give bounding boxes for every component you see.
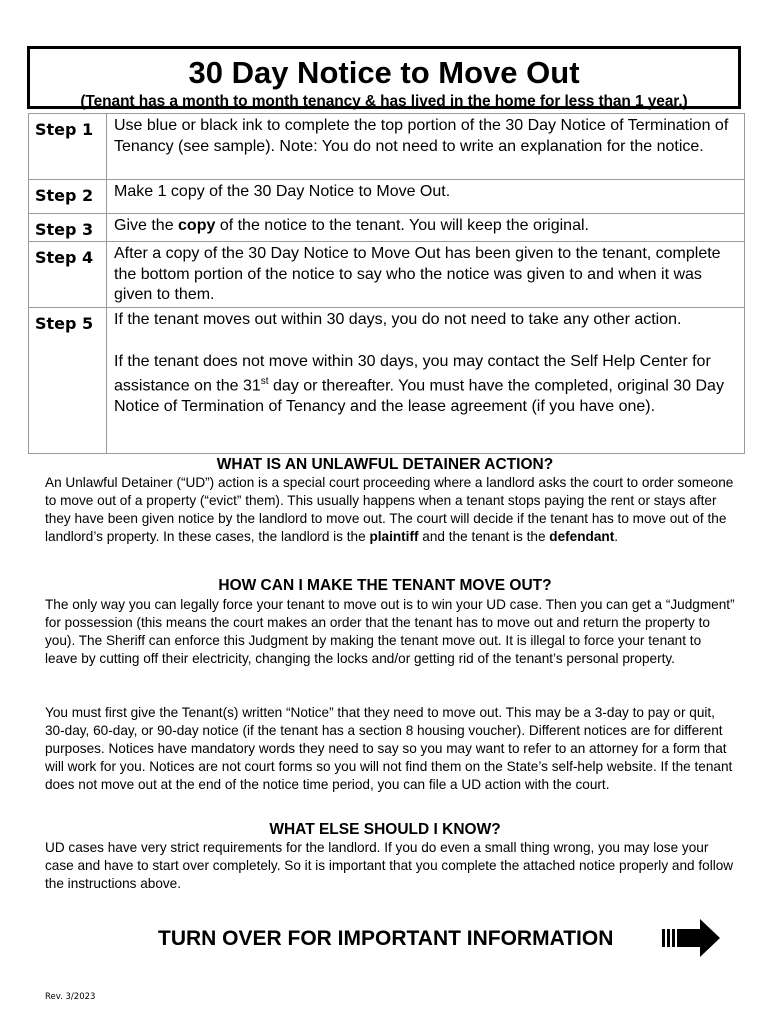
paragraph-text: and the tenant is the — [418, 529, 550, 544]
step-text-part: If the tenant moves out within 30 days, you do not need to take any other action. — [114, 311, 682, 328]
step-text-part: day or thereafter. You must have the completed, original 30 Day Notice of Termination of Tenancy and the lease agreement (if you have one). — [114, 377, 724, 416]
bold-term: plaintiff — [369, 529, 419, 544]
step-row — [29, 214, 745, 242]
step-text-part — [114, 352, 734, 418]
bold-term: defendant — [549, 529, 615, 544]
steps-table — [28, 113, 745, 454]
step-label: Step 5 — [29, 308, 107, 454]
step-text-bold: copy — [178, 217, 216, 234]
superscript: st — [260, 376, 269, 388]
step-text-part: Give the — [114, 217, 179, 234]
page-subtitle: (Tenant has a month to month tenancy & has lived in the home for less than 1 year.) — [80, 93, 688, 110]
section-paragraph: The only way you can legally force your tenant to move out is to win your UD case. Then you can get a “Judgment” for possession (this means the court makes an order that the tenant has to move out and return the property to you). The Sheriff can enforce this Judgment by making the tenant move out. It is illegal to force your tenant to leave by cutting off their electricity, changing the locks and/or getting rid of the tenant’s personal property. — [45, 597, 735, 666]
step-text — [107, 214, 745, 242]
step-text: Use blue or black ink to complete the top portion of the 30 Day Notice of Termination of Tenancy (see sample). Note: You do not need to write an explanation for the notice. — [107, 114, 745, 180]
revision-label: Rev. 3/2023 — [45, 992, 96, 1002]
step-label: Step 4 — [29, 242, 107, 308]
step-text: After a copy of the 30 Day Notice to Move Out has been given to the tenant, complete the bottom portion of the notice to say who the notice was given to and when it was given to them. — [107, 242, 745, 308]
step-text-part: If the tenant does not move within 30 days, you may contact the Self Help Center for assistance on the 31 — [114, 352, 711, 395]
step-label: Step 1 — [29, 114, 107, 180]
step-text: Make 1 copy of the 30 Day Notice to Move Out. — [107, 180, 745, 214]
step-row — [29, 180, 745, 214]
step-row — [29, 114, 745, 180]
section-paragraph — [45, 474, 735, 546]
right-arrow-icon — [662, 917, 722, 959]
section-heading: HOW CAN I MAKE THE TENANT MOVE OUT? — [218, 577, 552, 594]
step-text-part: of the notice to the tenant. You will keep the original. — [215, 217, 589, 234]
step-label: Step 3 — [29, 214, 107, 242]
step-label: Step 2 — [29, 180, 107, 214]
paragraph-text: . — [614, 529, 619, 544]
section-heading: WHAT ELSE SHOULD I KNOW? — [269, 821, 501, 838]
section-heading: WHAT IS AN UNLAWFUL DETAINER ACTION? — [216, 456, 554, 473]
page-title: 30 Day Notice to Move Out — [188, 55, 580, 90]
section-paragraph: You must first give the Tenant(s) written “Notice” that they need to move out. This may be a 3-day to pay or quit, 30-day, 60-day, or 90-day notice (if the tenant has a section 8 housing voucher). Different notices are for different purposes. Notices have mandatory words they need to say so you may want to refer to an attorney for a form that will work for you. Notices are not court forms so you will not find them on the State’s self-help website. If the tenant does not move out at the end of the notice time period, you can file a UD action with the court. — [45, 705, 733, 792]
step-row — [29, 242, 745, 308]
section-paragraph: UD cases have very strict requirements for the landlord. If you do even a small thing wrong, you may lose your case and have to start over completely. So it is important that you complete the attached notice properly and follow the instructions above. — [45, 840, 734, 891]
title-box — [27, 46, 741, 109]
paragraph-text: An Unlawful Detainer (“UD”) action is a special court proceeding where a landlord asks the court to order someone to move out of a property (“evict” them). This usually happens when a tenant stops paying the rent or stays after they have been given notice by the landlord to move out. The court will decide if the tenant has to move out of the landlord’s property. In these cases, the landlord is the — [45, 475, 734, 544]
step-row — [29, 308, 745, 454]
turn-over-notice: TURN OVER FOR IMPORTANT INFORMATION — [158, 927, 614, 950]
step-text — [107, 308, 745, 454]
